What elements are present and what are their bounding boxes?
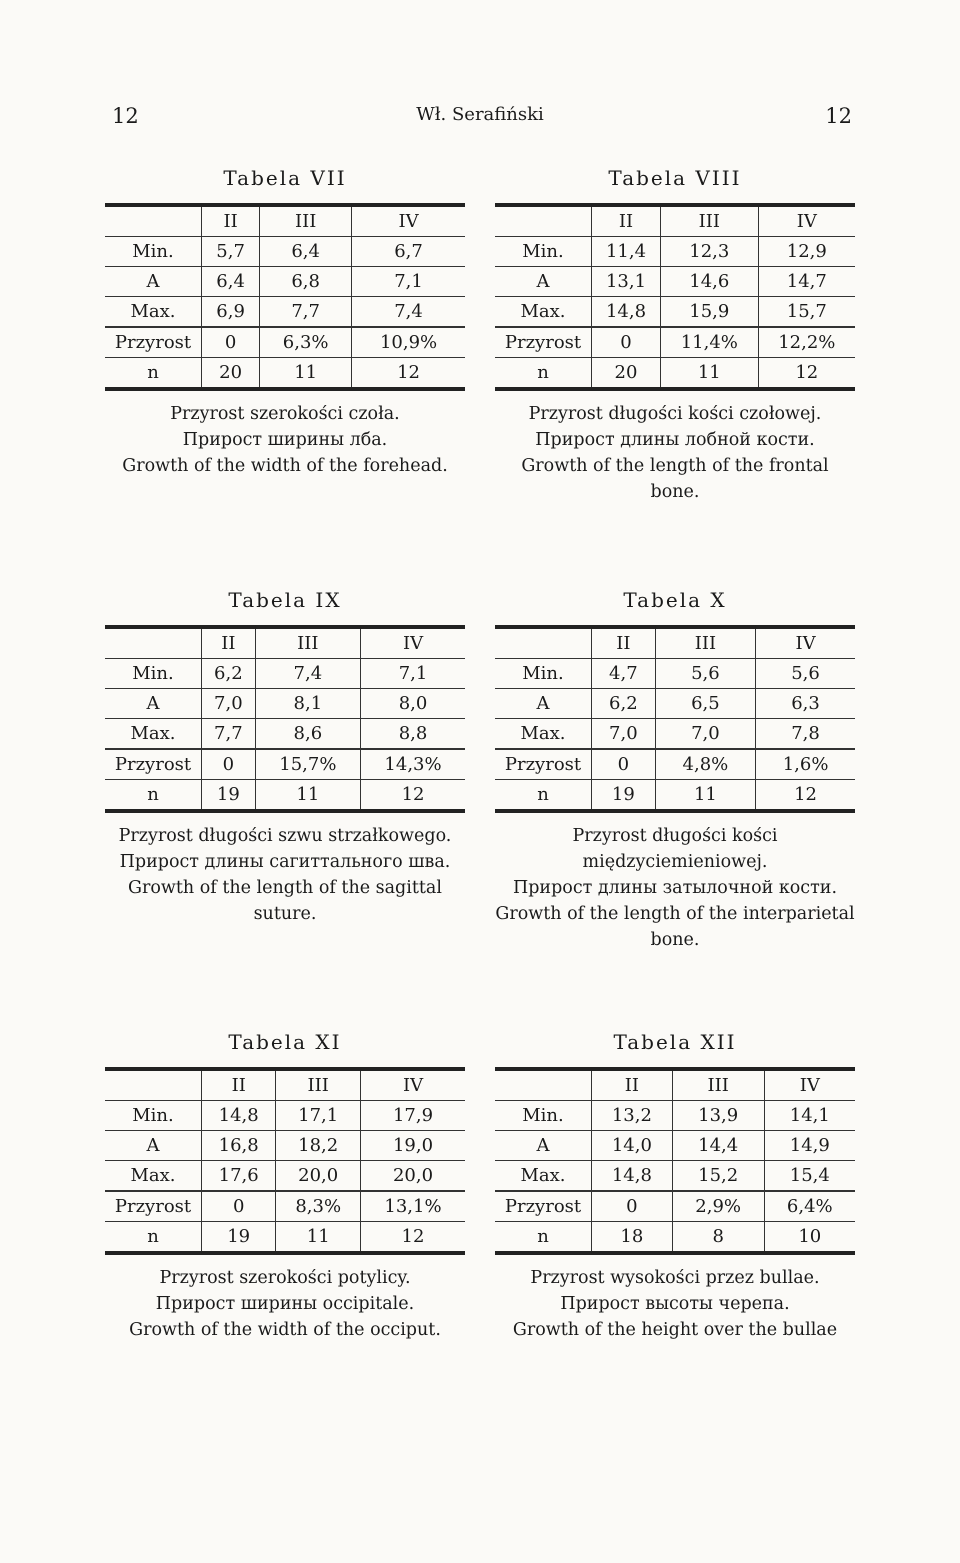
table-cell: 8 [672, 1222, 764, 1254]
row-label: Max. [105, 297, 202, 328]
table-captions [105, 1265, 465, 1343]
column-header: IV [352, 205, 465, 237]
table-cell: 4,7 [592, 659, 656, 689]
table-title: Tabela XII [613, 1030, 737, 1054]
row-label: Min. [105, 237, 202, 267]
table-cell: 13,9 [672, 1101, 764, 1131]
table-cell: 0 [202, 327, 260, 358]
table-row [495, 749, 855, 780]
caption-line: Growth of the width of the occiput. [129, 1320, 441, 1340]
column-header: II [592, 1069, 673, 1101]
column-header [495, 1069, 592, 1101]
table-cell: 10,9% [352, 327, 465, 358]
table-cell: 1,6% [756, 749, 855, 780]
column-header: III [260, 205, 352, 237]
table-cell: 14,8 [202, 1101, 276, 1131]
table-cell: 8,3% [276, 1191, 361, 1222]
table-row [495, 719, 855, 750]
column-header: IV [361, 627, 465, 659]
table-cell: 15,7% [255, 749, 360, 780]
row-label: Przyrost [105, 749, 202, 780]
table-cell: 6,8 [260, 267, 352, 297]
row-label: Min. [105, 1101, 202, 1131]
caption-line: Прирост длины затылочной кости. [512, 878, 838, 898]
table-cell: 11 [660, 358, 758, 390]
table-title: Tabela VIII [608, 166, 742, 190]
table-block-viii [495, 163, 855, 505]
data-table [495, 203, 855, 391]
table-captions [105, 401, 465, 479]
table-block-vii [105, 163, 465, 479]
column-header [105, 205, 202, 237]
row-label: Przyrost [105, 327, 202, 358]
column-header [105, 1069, 202, 1101]
running-header-author: Wł. Serafiński [416, 104, 544, 125]
table-cell: 5,6 [655, 659, 755, 689]
data-table [105, 1067, 465, 1255]
table-cell: 6,5 [655, 689, 755, 719]
table-header-row [105, 627, 465, 659]
table-row [495, 358, 855, 390]
row-label: A [105, 267, 202, 297]
table-captions [495, 401, 855, 505]
table-cell: 12 [352, 358, 465, 390]
caption-line: Przyrost długości szwu strzałkowego. [118, 826, 452, 846]
row-label: Przyrost [495, 327, 592, 358]
table-block-xi [105, 1027, 465, 1343]
table-row [495, 237, 855, 267]
table-cell: 6,3% [260, 327, 352, 358]
table-row [105, 659, 465, 689]
table-cell: 6,4% [764, 1191, 855, 1222]
table-cell: 12 [361, 780, 465, 812]
table-cell: 15,2 [672, 1161, 764, 1192]
table-cell: 13,1 [592, 267, 661, 297]
row-label: Max. [105, 719, 202, 750]
table-row [105, 1191, 465, 1222]
table-row [495, 1222, 855, 1254]
column-header [105, 627, 202, 659]
table-header-row [105, 205, 465, 237]
table-header-row [105, 1069, 465, 1101]
page-number-right: 12 [825, 104, 852, 128]
table-row [105, 719, 465, 750]
table-cell: 19,0 [361, 1131, 465, 1161]
table-captions [495, 823, 855, 953]
table-cell: 6,4 [202, 267, 260, 297]
caption-line: Growth of the height over the bullae [512, 1320, 838, 1340]
table-cell: 4,8% [655, 749, 755, 780]
table-cell: 12 [758, 358, 855, 390]
table-row [495, 780, 855, 812]
column-header: IV [758, 205, 855, 237]
table-row [105, 297, 465, 328]
table-cell: 19 [202, 780, 256, 812]
table-cell: 19 [592, 780, 656, 812]
data-table [495, 625, 855, 813]
table-cell: 7,7 [202, 719, 256, 750]
table-cell: 5,6 [756, 659, 855, 689]
row-label: Przyrost [495, 749, 592, 780]
table-row [495, 1161, 855, 1192]
table-cell: 15,7 [758, 297, 855, 328]
row-label: Min. [495, 659, 592, 689]
caption-line: Przyrost wysokości przez bullae. [530, 1268, 820, 1288]
table-cell: 17,6 [202, 1161, 276, 1192]
caption-line: Прирост длины лобной кости. [535, 430, 815, 450]
row-label: Przyrost [495, 1191, 592, 1222]
column-header: II [202, 205, 260, 237]
row-label: Przyrost [105, 1191, 202, 1222]
table-cell: 11,4 [592, 237, 661, 267]
table-cell: 0 [592, 749, 656, 780]
table-block-xii [495, 1027, 855, 1343]
table-cell: 19 [202, 1222, 276, 1254]
caption-line: Growth of the length of the frontal bone. [521, 456, 829, 502]
caption-line: Przyrost długości kości międzyciemieniowej. [572, 826, 778, 872]
table-cell: 6,2 [592, 689, 656, 719]
table-cell: 14,3% [361, 749, 465, 780]
table-cell: 11 [276, 1222, 361, 1254]
caption-line: Growth of the length of the interparietal bone. [495, 904, 855, 950]
table-cell: 17,9 [361, 1101, 465, 1131]
column-header: IV [764, 1069, 855, 1101]
table-cell: 6,9 [202, 297, 260, 328]
column-header: IV [361, 1069, 465, 1101]
table-row [105, 1222, 465, 1254]
table-cell: 14,7 [758, 267, 855, 297]
column-header: III [276, 1069, 361, 1101]
caption-line: Przyrost długości kości czołowej. [528, 404, 822, 424]
table-cell: 7,7 [260, 297, 352, 328]
table-cell: 11 [260, 358, 352, 390]
table-cell: 5,7 [202, 237, 260, 267]
table-header-row [495, 1069, 855, 1101]
table-cell: 2,9% [672, 1191, 764, 1222]
row-label: Max. [495, 1161, 592, 1192]
table-cell: 7,4 [352, 297, 465, 328]
row-label: n [105, 358, 202, 390]
table-cell: 0 [592, 1191, 673, 1222]
table-row [105, 689, 465, 719]
table-row [105, 267, 465, 297]
table-cell: 7,0 [202, 689, 256, 719]
row-label: n [495, 1222, 592, 1254]
table-cell: 13,2 [592, 1101, 673, 1131]
row-label: Min. [495, 1101, 592, 1131]
table-cell: 12,9 [758, 237, 855, 267]
table-cell: 8,1 [255, 689, 360, 719]
table-cell: 6,7 [352, 237, 465, 267]
table-row [495, 1191, 855, 1222]
column-header: II [202, 1069, 276, 1101]
caption-line: Growth of the width of the forehead. [122, 456, 448, 476]
table-cell: 11 [655, 780, 755, 812]
row-label: n [105, 1222, 202, 1254]
table-cell: 14,8 [592, 1161, 673, 1192]
table-cell: 0 [592, 327, 661, 358]
table-cell: 0 [202, 1191, 276, 1222]
row-label: Min. [495, 237, 592, 267]
table-cell: 7,4 [255, 659, 360, 689]
caption-line: Прирост ширины occipitale. [155, 1294, 415, 1314]
table-cell: 0 [202, 749, 256, 780]
table-title: Tabela X [623, 588, 727, 612]
column-header: III [672, 1069, 764, 1101]
column-header: III [660, 205, 758, 237]
table-cell: 11 [255, 780, 360, 812]
row-label: A [105, 1131, 202, 1161]
table-row [495, 689, 855, 719]
table-cell: 12 [361, 1222, 465, 1254]
table-cell: 17,1 [276, 1101, 361, 1131]
table-row [495, 267, 855, 297]
row-label: Max. [105, 1161, 202, 1192]
table-cell: 7,1 [352, 267, 465, 297]
table-cell: 20,0 [276, 1161, 361, 1192]
table-row [105, 1101, 465, 1131]
table-cell: 14,1 [764, 1101, 855, 1131]
table-block-x [495, 585, 855, 953]
table-title: Tabela IX [228, 588, 342, 612]
caption-line: Przyrost szerokości czoła. [170, 404, 400, 424]
caption-line: Прирост длины сагиттального шва. [119, 852, 451, 872]
row-label: n [495, 358, 592, 390]
row-label: A [495, 689, 592, 719]
column-header: III [255, 627, 360, 659]
table-cell: 7,0 [655, 719, 755, 750]
row-label: Max. [495, 719, 592, 750]
table-row [495, 1131, 855, 1161]
table-cell: 14,9 [764, 1131, 855, 1161]
table-cell: 6,4 [260, 237, 352, 267]
table-cell: 6,2 [202, 659, 256, 689]
row-label: n [495, 780, 592, 812]
data-table [495, 1067, 855, 1255]
caption-line: Przyrost szerokości potylicy. [159, 1268, 411, 1288]
table-row [105, 780, 465, 812]
row-label: A [495, 267, 592, 297]
table-cell: 16,8 [202, 1131, 276, 1161]
table-cell: 8,6 [255, 719, 360, 750]
page-number-left: 12 [112, 104, 139, 128]
table-block-ix [105, 585, 465, 927]
table-row [105, 237, 465, 267]
table-cell: 7,1 [361, 659, 465, 689]
table-row [105, 327, 465, 358]
table-cell: 8,8 [361, 719, 465, 750]
caption-line: Прирост высоты черепа. [560, 1294, 790, 1314]
table-cell: 12 [756, 780, 855, 812]
table-row [105, 1161, 465, 1192]
table-cell: 14,6 [660, 267, 758, 297]
table-cell: 14,0 [592, 1131, 673, 1161]
table-cell: 15,9 [660, 297, 758, 328]
table-title: Tabela XI [228, 1030, 342, 1054]
table-cell: 14,4 [672, 1131, 764, 1161]
row-label: A [105, 689, 202, 719]
table-cell: 14,8 [592, 297, 661, 328]
table-captions [105, 823, 465, 927]
table-cell: 15,4 [764, 1161, 855, 1192]
table-cell: 7,8 [756, 719, 855, 750]
table-row [495, 1101, 855, 1131]
table-row [495, 327, 855, 358]
table-row [105, 1131, 465, 1161]
table-cell: 13,1% [361, 1191, 465, 1222]
table-cell: 18 [592, 1222, 673, 1254]
table-header-row [495, 627, 855, 659]
table-cell: 10 [764, 1222, 855, 1254]
table-cell: 12,2% [758, 327, 855, 358]
table-cell: 20 [592, 358, 661, 390]
column-header: III [655, 627, 755, 659]
table-cell: 12,3 [660, 237, 758, 267]
row-label: Max. [495, 297, 592, 328]
table-cell: 11,4% [660, 327, 758, 358]
column-header [495, 627, 592, 659]
column-header: IV [756, 627, 855, 659]
column-header: II [592, 205, 661, 237]
table-row [495, 297, 855, 328]
table-title: Tabela VII [223, 166, 347, 190]
table-row [105, 358, 465, 390]
table-cell: 8,0 [361, 689, 465, 719]
column-header: II [202, 627, 256, 659]
data-table [105, 625, 465, 813]
table-row [105, 749, 465, 780]
table-cell: 20 [202, 358, 260, 390]
table-row [495, 659, 855, 689]
caption-line: Прирост ширины лба. [182, 430, 388, 450]
table-cell: 7,0 [592, 719, 656, 750]
row-label: A [495, 1131, 592, 1161]
row-label: n [105, 780, 202, 812]
column-header: II [592, 627, 656, 659]
table-cell: 18,2 [276, 1131, 361, 1161]
table-cell: 6,3 [756, 689, 855, 719]
table-captions [495, 1265, 855, 1343]
column-header [495, 205, 592, 237]
table-header-row [495, 205, 855, 237]
row-label: Min. [105, 659, 202, 689]
caption-line: Growth of the length of the sagittal suture. [128, 878, 442, 924]
data-table [105, 203, 465, 391]
table-cell: 20,0 [361, 1161, 465, 1192]
